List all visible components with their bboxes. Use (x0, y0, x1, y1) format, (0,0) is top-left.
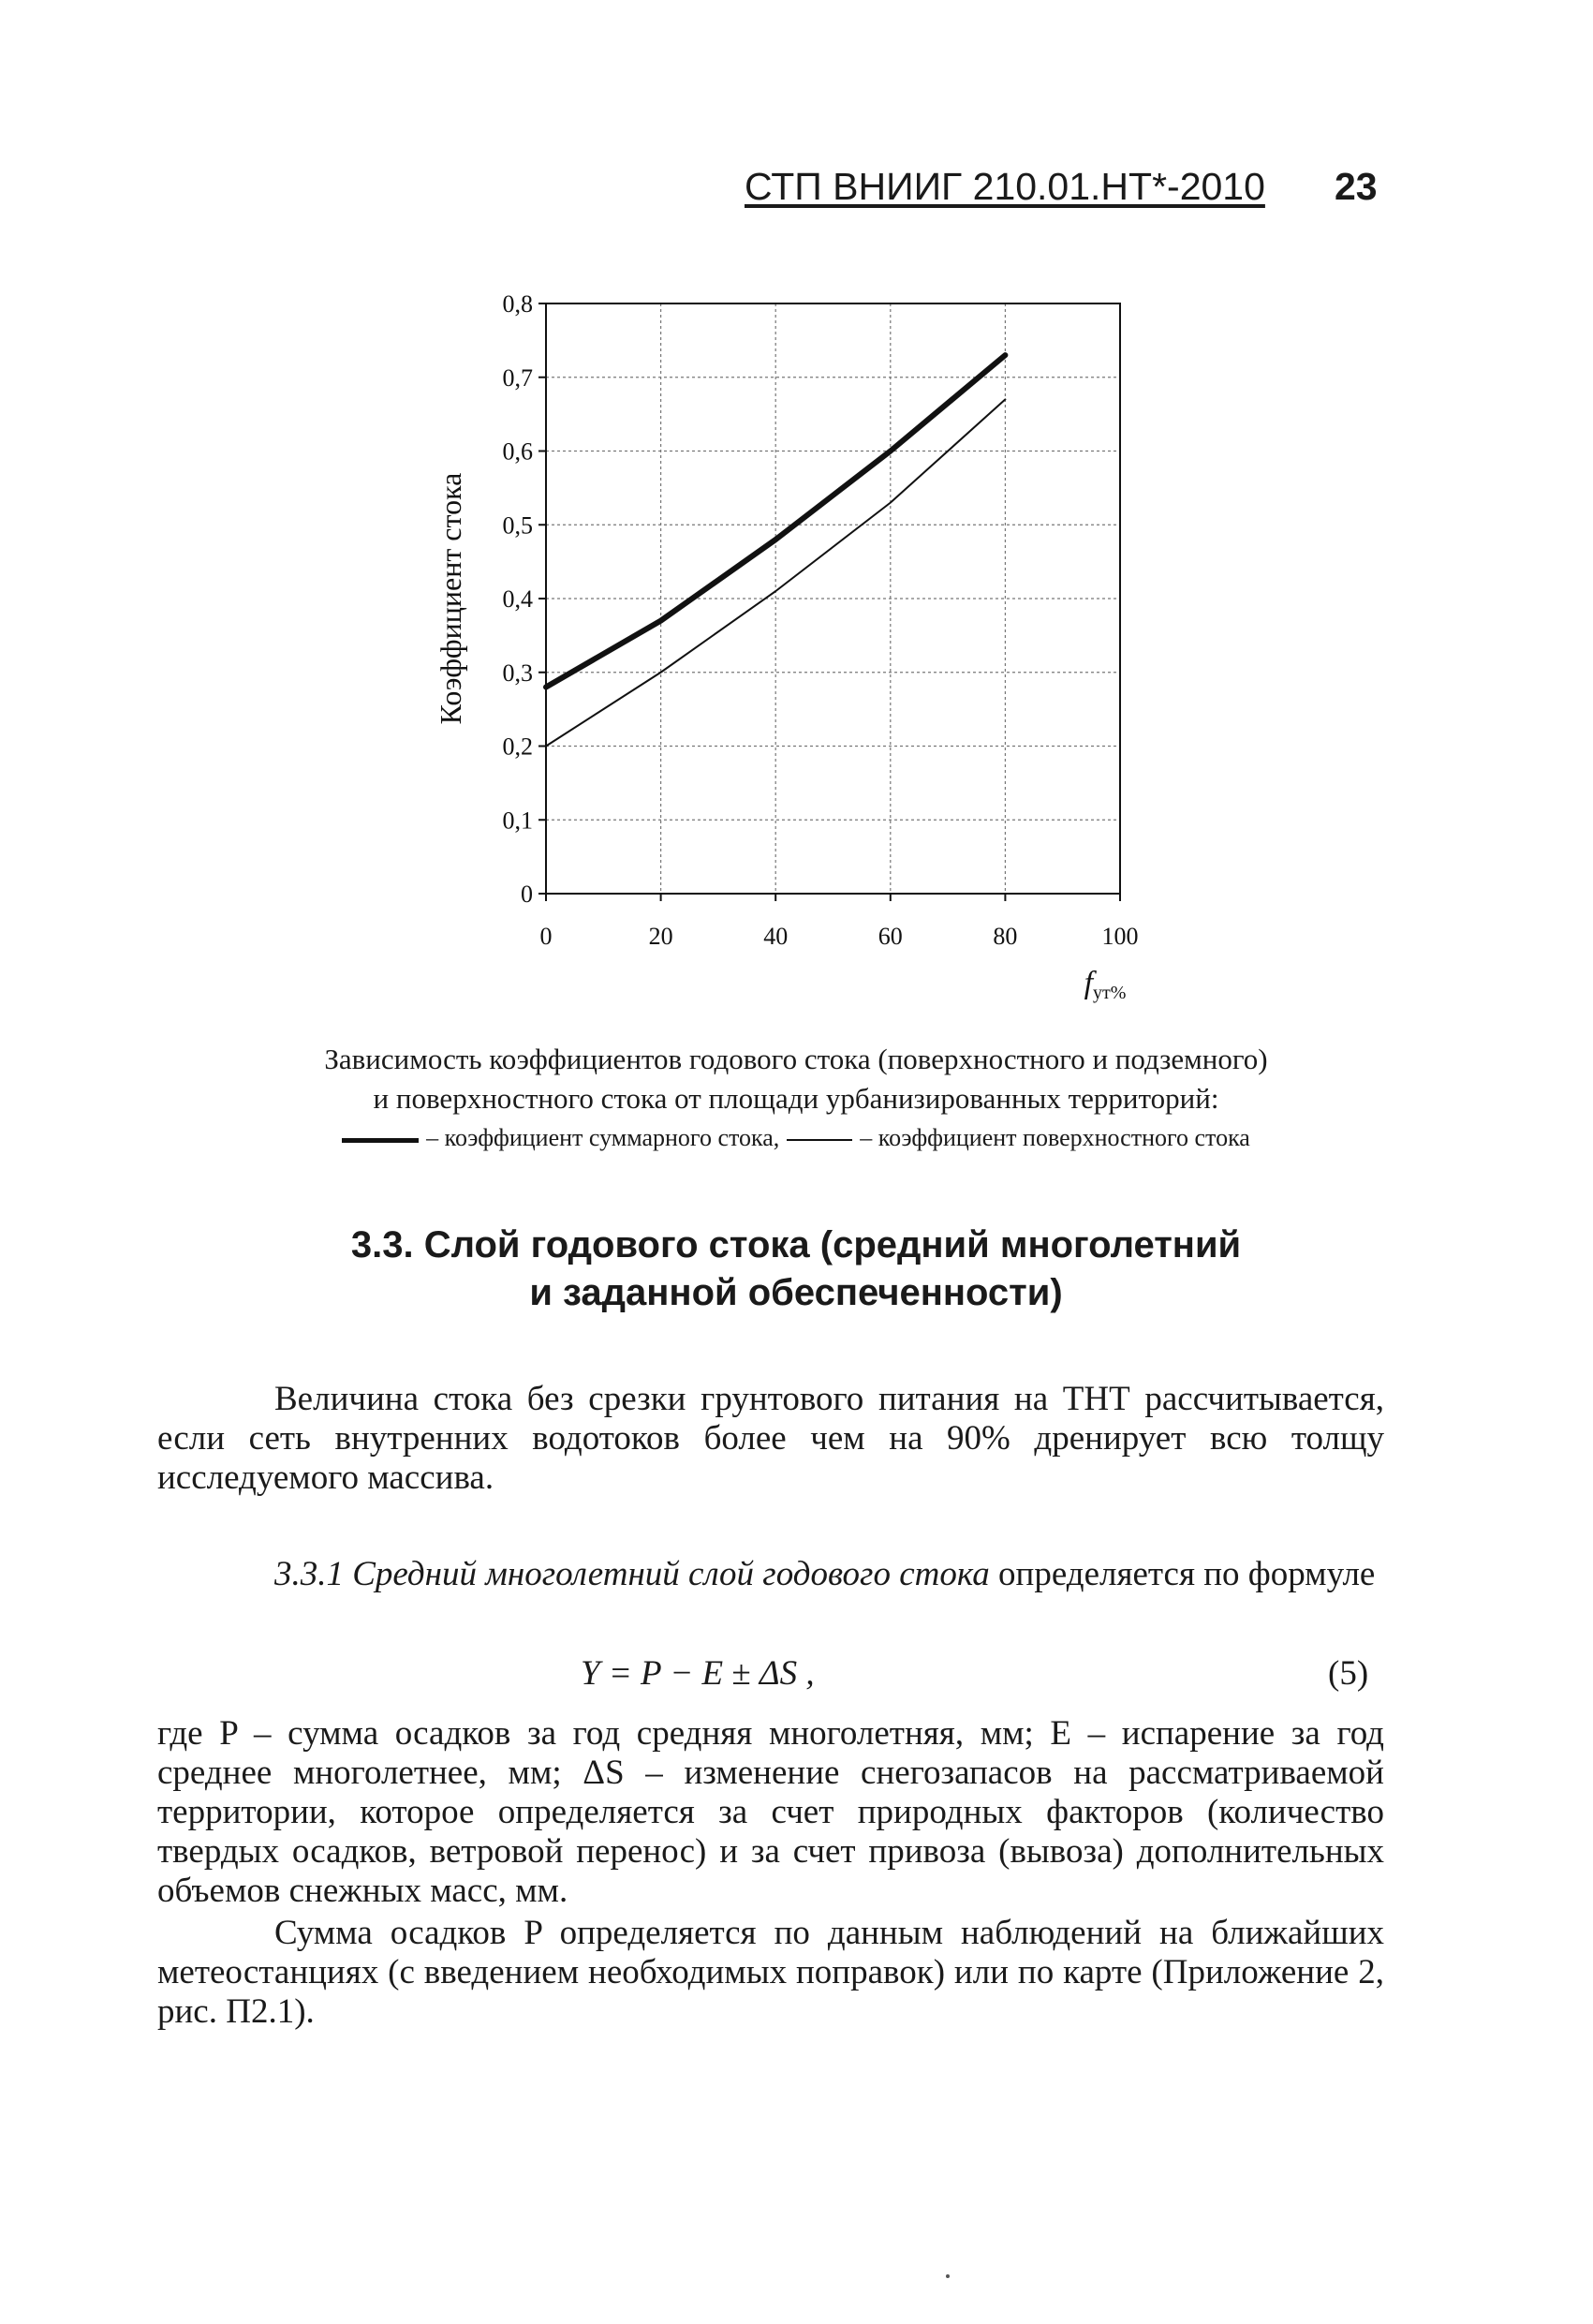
scan-speck (946, 2274, 950, 2278)
x-tick-label: 20 (648, 923, 673, 950)
figure-caption-line-2: и поверхностного стока от площади урбанизированных территорий: (373, 1082, 1219, 1115)
y-tick-label: 0 (521, 881, 533, 908)
paragraph-definitions: где P – сумма осадков за год средняя многолетняя, мм; E – испарение за год среднее многолетнее, мм; ΔS – изменение снегозапасов на рассматриваемой территории, которое определяется за счет природных факторов (количество твердых осадков, ветровой перенос) и за счет привоза (вывоза) дополнительных объемов снежных масс, мм. (157, 1714, 1384, 1910)
subsection-term: 3.3.1 Средний многолетний слой годового стока (274, 1555, 990, 1593)
section-title-line-1: 3.3. Слой годового стока (средний многолетний (350, 1224, 1242, 1266)
document-code: СТП ВНИИГ 210.01.НТ*-2010 (745, 165, 1265, 208)
y-axis-label: Коэффициент стока (434, 472, 467, 725)
legend-surface-label: – коэффициент поверхностного стока (860, 1124, 1250, 1151)
x-tick-label: 60 (878, 923, 903, 950)
x-tick-label: 80 (993, 923, 1018, 950)
subsection-text: определяется по формуле (989, 1555, 1376, 1593)
chart-axes (538, 303, 1120, 901)
x-axis-label: $f_{ут\%}$ (1084, 966, 1127, 1003)
legend-total-label: – коэффициент суммарного стока, (426, 1124, 780, 1151)
y-tick-label: 0,5 (502, 511, 533, 540)
y-tick-label: 0,4 (502, 585, 533, 613)
paragraph-3-3-1 (157, 1555, 1384, 1594)
x-tick-label: 40 (763, 923, 789, 950)
formula-number: (5) (1328, 1654, 1369, 1693)
x-tick-label: 100 (1101, 923, 1139, 950)
page-header (745, 165, 1378, 209)
figure-caption-line-1: Зависимость коэффициентов годового стока (поверхностного и подземного) (324, 1043, 1268, 1075)
y-tick-label: 0,2 (502, 733, 533, 761)
runoff-coefficient-chart (412, 272, 1180, 1021)
y-tick-label: 0,1 (502, 807, 533, 835)
paragraph-precipitation: Сумма осадков P определяется по данным наблюдений на ближайших метеостанциях (с введением необходимых поправок) или по карте (Приложение 2, рис. П2.1). (157, 1914, 1384, 2031)
paragraph-intro: Величина стока без срезки грунтового питания на ТНТ рассчитывается, если сеть внутренних водотоков более чем на 90% дренирует всю толщу исследуемого массива. (157, 1380, 1384, 1497)
page-number: 23 (1335, 165, 1378, 208)
y-tick-label: 0,8 (502, 290, 533, 318)
formula-5: Y = P − E ± ΔS , (581, 1654, 815, 1693)
y-tick-label: 0,7 (502, 363, 533, 392)
section-title-line-2: и заданной обеспеченности) (529, 1272, 1063, 1313)
chart-tick-labels (503, 290, 1139, 950)
x-tick-label: 0 (539, 923, 553, 950)
y-tick-label: 0,6 (502, 437, 533, 466)
y-tick-label: 0,3 (502, 659, 533, 687)
chart-grid (546, 303, 1120, 894)
figure-legend (187, 1124, 1405, 1152)
legend-thin-line (787, 1139, 852, 1141)
legend-thick-line (342, 1138, 419, 1143)
